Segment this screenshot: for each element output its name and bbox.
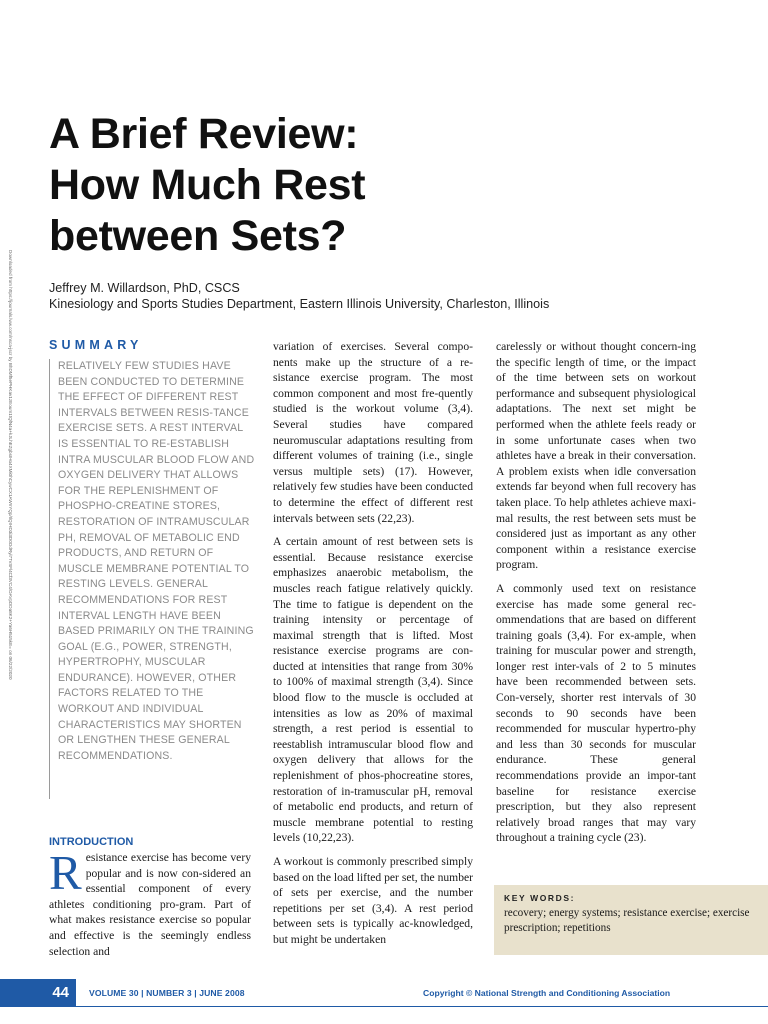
- author-name: Jeffrey M. Willardson, PhD, CSCS: [49, 281, 240, 295]
- paragraph: variation of exercises. Several compo-nents make up the structure of a re-sistance exercise program. The most common component and most fre-quently studied is the workout volume (3,4). Several studies have compared neuromuscular adaptations resulting from different volumes of training (i.e., single versus multiple sets) (17). However, relatively few studies have been conducted to determine the effect of different rest intervals between sets (22,23).: [273, 340, 473, 525]
- download-notice: Downloaded from https://journals.lww.com/nsca-jscr by BhDMf5ePHKav1zEoum1tQfN4a+kJLhEZgbsIHo4XMi0hCywCX1AWnYQp/IlQrHD3i3D0OdRyi7TvSFl4Cf3VC4/OAVpDDa8K2+Ya6H515kE= on 06/22/2020: [8, 250, 13, 680]
- summary-heading: SUMMARY: [49, 338, 143, 352]
- summary-text: RELATIVELY FEW STUDIES HAVE BEEN CONDUCTED TO DETERMINE THE EFFECT OF DIFFERENT REST INTERVALS BETWEEN RESIS-TANCE EXERCISE SETS. A REST INTERVAL IS ESSENTIAL TO RE-ESTABLISH INTRA MUSCULAR BLOOD FLOW AND OXYGEN DELIVERY THAT ALLOWS FOR THE REPLENISHMENT OF PHOSPHO-CREATINE STORES, RESTORATION OF INTRAMUSCULAR PH, REMOVAL OF METABOLIC END PRODUCTS, AND RETURN OF MUSCLE MEMBRANE POTENTIAL TO RESTING LEVELS. GENERAL RECOMMENDATIONS FOR REST INTERVAL LENGTH HAVE BEEN BASED PRIMARILY ON THE TRAINING GOAL (E.G., POWER, STRENGTH, HYPERTROPHY, MUSCULAR ENDURANCE). HOWEVER, OTHER FACTORS RELATED TO THE WORKOUT AND INDIVIDUAL CHARACTERISTICS MAY SHORTEN OR LENGTHEN THESE GENERAL RECOMMENDATIONS.: [49, 359, 256, 799]
- page-number: 44: [0, 979, 76, 1007]
- title-line: between Sets?: [49, 212, 347, 260]
- copyright-notice: Copyright © National Strength and Conditioning Association: [423, 988, 671, 998]
- keywords-heading: KEY WORDS:: [504, 893, 576, 903]
- introduction-text: [49, 845, 251, 959]
- author-block: [49, 281, 729, 312]
- keywords-box: [494, 885, 768, 955]
- paragraph: A commonly used text on resistance exercise has made some general rec-ommendations that are based on different training goals (3,4). For ex-ample, when training for muscular power and strength, longer rest inter-vals of 2 to 5 minutes have been recommended between sets. Con-versely, shorter rest intervals of 30 seconds to 90 seconds have been recommended for muscular hypertro-phy and less than 30 seconds for muscular endurance. These general recommendations provide an impor-tant baseline for resistance exercise prescription, but they also represent relatively broad ranges that may vary throughout a training cycle (23).: [496, 581, 696, 845]
- keywords-text: recovery; energy systems; resistance exercise; exercise prescription; repetitions: [504, 907, 750, 934]
- introduction-paragraph: esistance exercise has become very popular and is now con-sidered an essential component of every athletes conditioning pro-gram. Part of what makes resistance exercise so popular and effective is the seemingly endless selection and: [49, 851, 251, 958]
- drop-cap: R: [49, 845, 82, 900]
- title-line: How Much Rest: [49, 161, 366, 209]
- author-affiliation: Kinesiology and Sports Studies Department, Eastern Illinois University, Charleston, Illinois: [49, 296, 550, 311]
- footer-divider: [76, 1006, 768, 1007]
- paragraph: A workout is commonly prescribed simply based on the load lifted per set, the number of sets per exercise, and the number repetitions per set (3,4). A rest period between sets is typically ac-knowledged, but might be undertaken: [273, 855, 473, 946]
- title-line: A Brief Review:: [49, 110, 359, 158]
- paragraph: carelessly or without thought concern-ing the specific length of time, or the impact of the time between sets on workout performance and subsequent physiological adaptations. The next set might be performed when the athlete feels ready or in some unfortunate cases when two athletes have a break in their conversation. A problem exists when idle conversation extends far beyond when full recovery has taken place. To help athletes achieve maxi-mal results, the rest between sets must be considered just as important as any other component within a resistance exercise program.: [496, 340, 696, 572]
- article-title: [49, 109, 609, 262]
- paragraph: A certain amount of rest between sets is essential. Because resistance exercise emphasizes anaerobic metabolism, the muscles reach fatigue relatively quickly. The time to fatigue is dependent on the training intensity or percentage of maximal strength that is lifted. Most resistance exercise programs are con-ducted at intensities that range from 30% to 100% of maximal strength (3,4). Since blood flow to the muscle is occluded at intensities as low as 20% of maximal strength, a rest period is essential to reestablish intramuscular blood flow and oxygen delivery that allows for the replenishment of phos-phocreatine stores, restoration of in-tramuscular pH, removal of metabolic end products, and return of muscle membrane potential to resting levels (10,22,23).: [273, 535, 473, 845]
- body-column-2: [273, 339, 473, 956]
- volume-info: VOLUME 30 | NUMBER 3 | JUNE 2008: [89, 988, 245, 998]
- body-column-3: [496, 339, 696, 854]
- introduction-heading: INTRODUCTION: [49, 836, 134, 848]
